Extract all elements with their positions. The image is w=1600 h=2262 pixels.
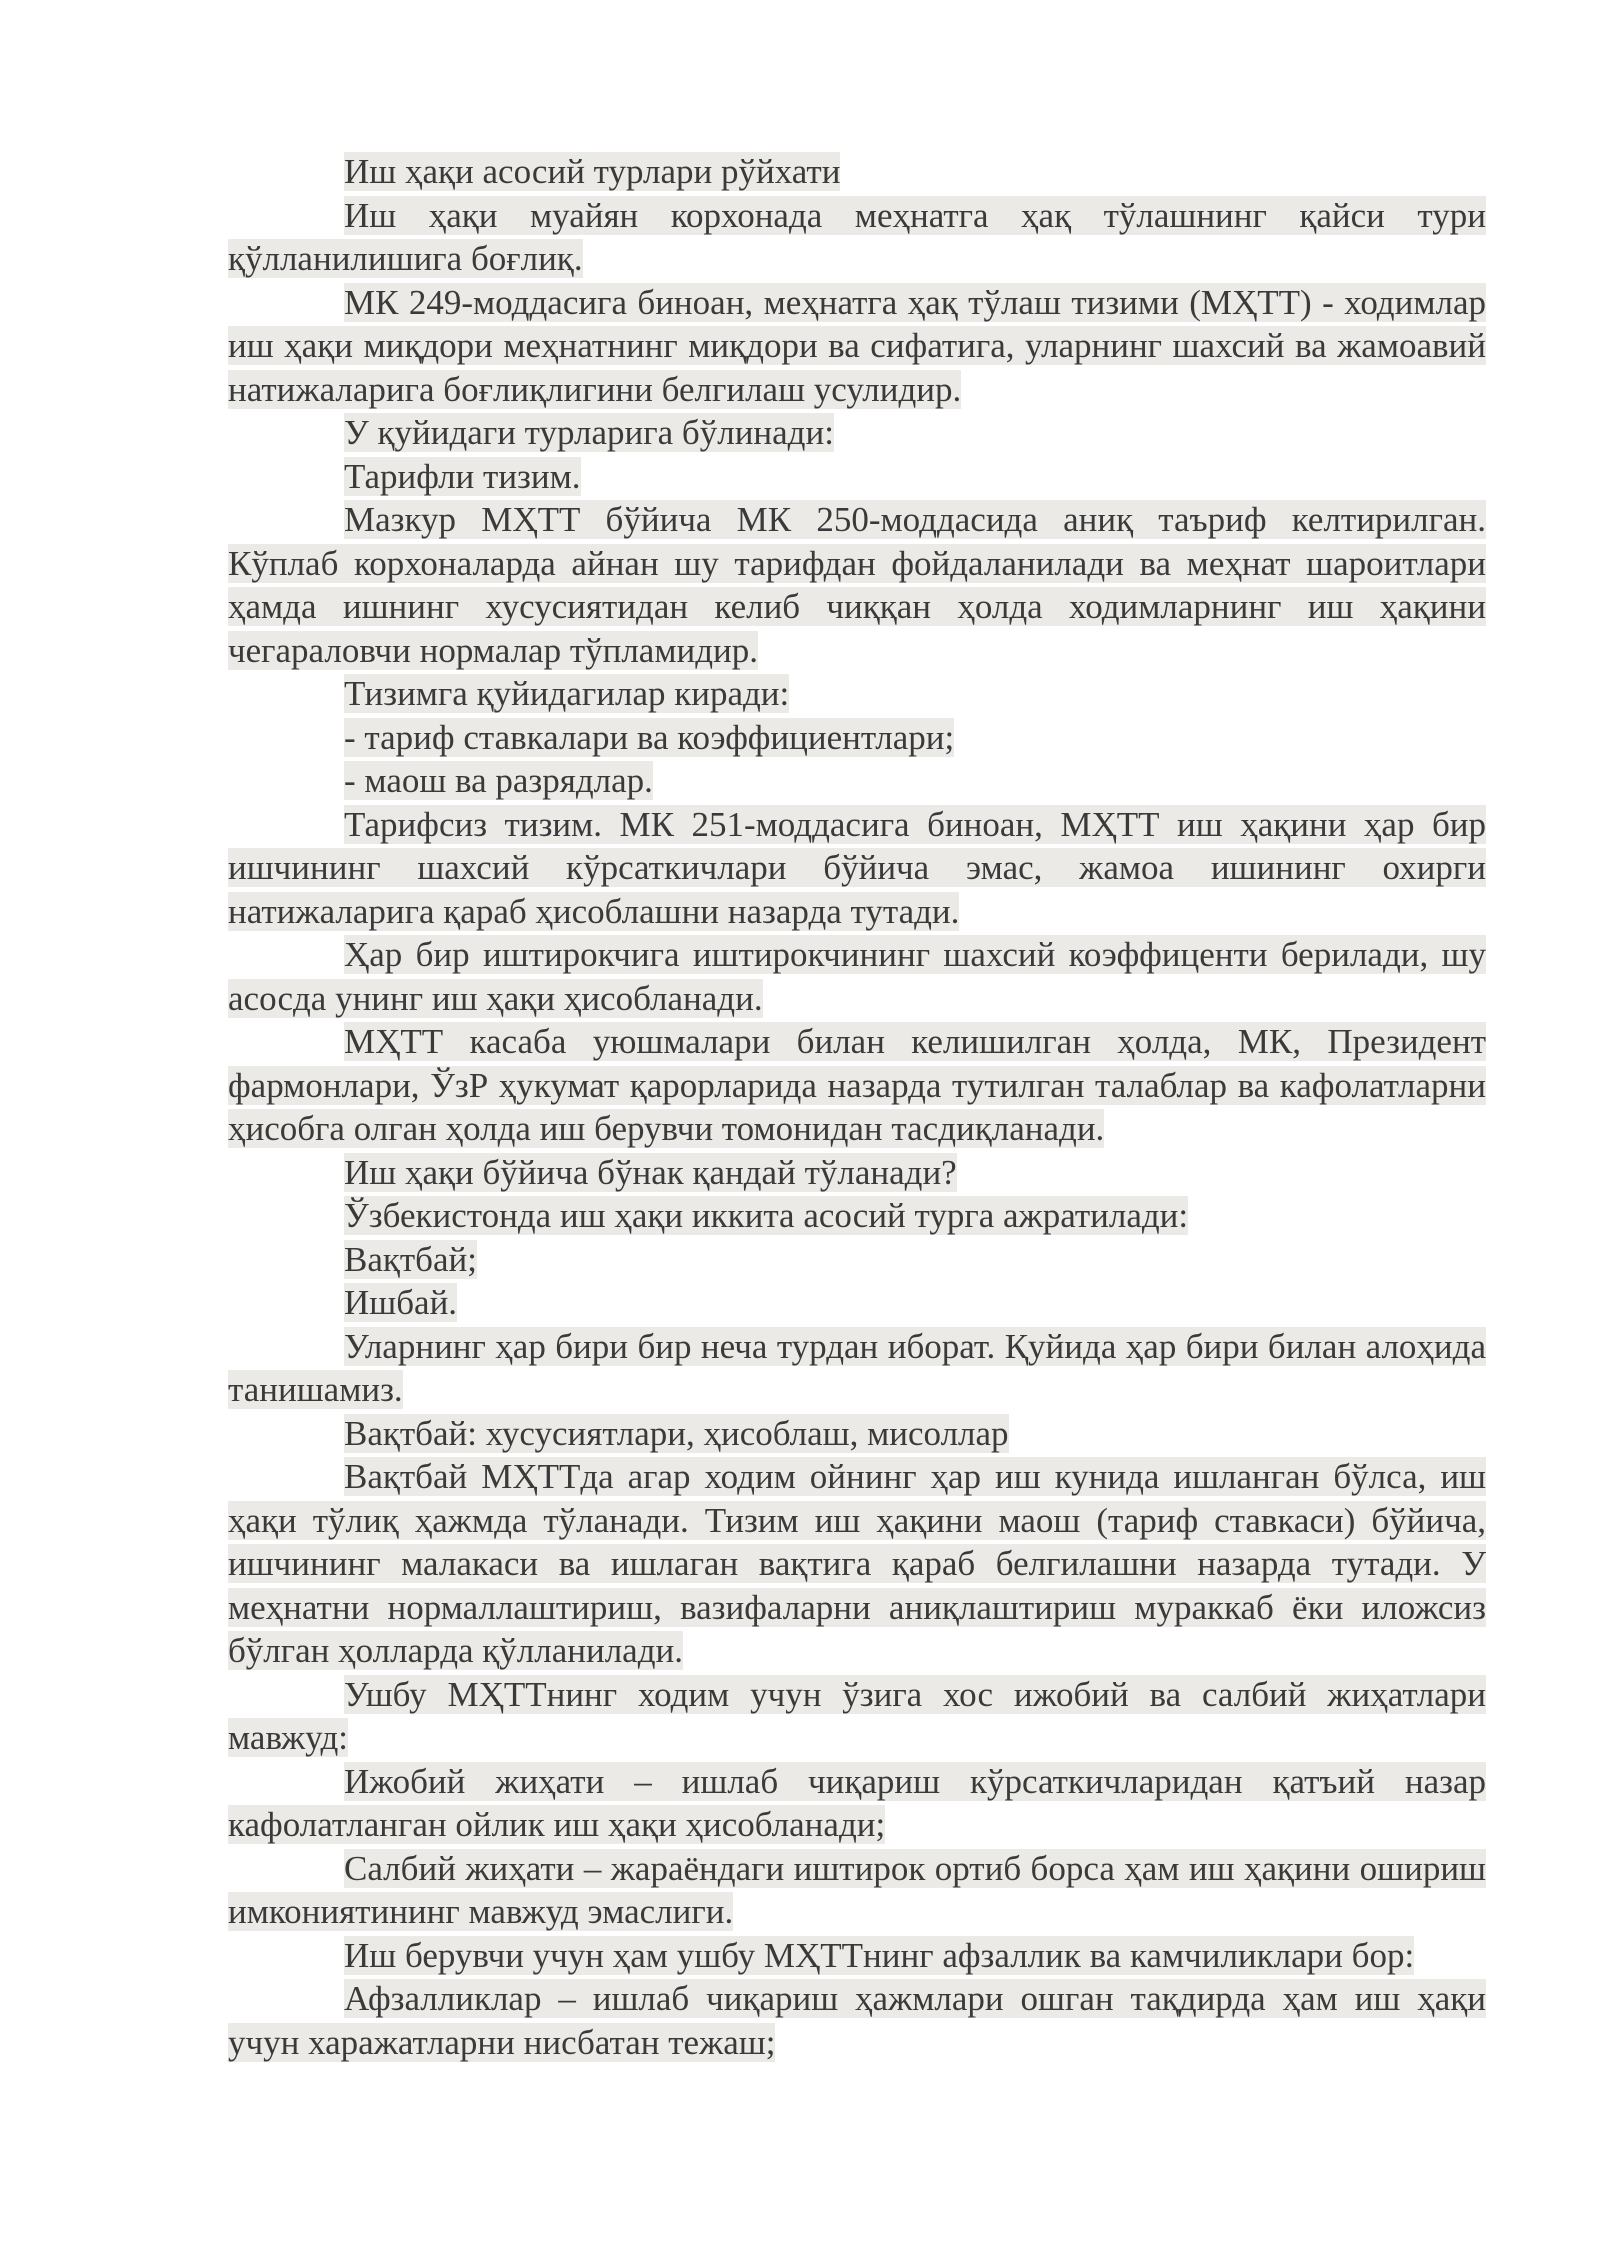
paragraph: Салбий жиҳати – жараёндаги иштирок ортиб борса ҳам иш ҳақини ошириш имкониятининг мавжуд эмаслиги. [228,1848,1486,1931]
paragraph: Ҳар бир иштирокчига иштирокчининг шахсий коэффиценти берилади, шу асосда унинг иш ҳақи ҳисобланади. [228,935,1486,1018]
paragraph: Ушбу МҲТТнинг ходим учун ўзига хос ижобий ва салбий жиҳатлари мавжуд: [228,1674,1486,1757]
paragraph: Ўзбекистонда иш ҳақи иккита асосий турга ажратилади: [344,1196,1189,1235]
paragraph: Вақтбай МҲТТда агар ходим ойнинг ҳар иш кунида ишланган бўлса, иш ҳақи тўлиқ ҳажмда тўланади. Тизим иш ҳақини маош (тариф ставкаси) бўйича, ишчининг малакаси ва ишлаган вақтига қараб белгилашни назарда тутади. У меҳнатни нормаллаштириш, вазифаларни аниқлаштириш мураккаб ёки иложсиз бўлган ҳолларда қўлланилади. [228,1457,1486,1670]
section-heading: Тарифли тизим. [344,456,581,496]
paragraph: Афзалликлар – ишлаб чиқариш ҳажмлари ошган тақдирда ҳам иш ҳақи учун харажатларни нисбатан тежаш; [228,1979,1486,2062]
list-item: Вақтбай; [344,1239,477,1279]
paragraph: У қуйидаги турларига бўлинади: [344,413,834,452]
paragraph: Тизимга қуйидагилар киради: [344,674,790,713]
list-item: Ишбай. [344,1283,458,1322]
paragraph: Тарифсиз тизим. МК 251-моддасига биноан, МҲТТ иш ҳақини ҳар бир ишчининг шахсий кўрсаткичлари бўйича эмас, жамоа ишининг охирги натижаларига қараб ҳисоблашни назарда тутади. [228,804,1486,931]
document-page [228,150,1486,2064]
paragraph: Мазкур МҲТТ бўйича МК 250-моддасида аниқ таъриф келтирилган. Кўплаб корхоналарда айнан шу тарифдан фойдаланилади ва меҳнат шароитлари ҳамда ишнинг хусусиятидан келиб чиққан ҳолда ходимларнинг иш ҳақини чегараловчи нормалар тўпламидир. [228,500,1486,670]
list-item: - маош ва разрядлар. [344,761,653,800]
paragraph: МҲТТ касаба уюшмалари билан келишилган ҳолда, МК, Президент фармонлари, ЎзР ҳукумат қарорларида назарда тутилган талаблар ва кафолатларни ҳисобга олган ҳолда иш берувчи томонидан тасдиқланади. [228,1022,1486,1148]
list-item: - тариф ставкалари ва коэффициентлари; [344,717,955,757]
section-heading: Вақтбай: хусусиятлари, ҳисоблаш, мисоллар [344,1413,1009,1453]
section-heading: Иш ҳақи бўйича бўнак қандай тўланади? [344,1152,957,1192]
paragraph: Иш берувчи учун ҳам ушбу МҲТТнинг афзаллик ва камчиликлари бор: [344,1935,1415,1975]
document-title: Иш ҳақи асосий турлари рўйхати [344,152,841,191]
paragraph: Иш ҳақи муайян корхонада меҳнатга ҳақ тўлашнинг қайси тури қўлланилишига боғлиқ. [228,195,1486,278]
paragraph: МК 249-моддасига биноан, меҳнатга ҳақ тўлаш тизими (МҲТТ) - ходимлар иш ҳақи миқдори меҳнатнинг миқдори ва сифатига, уларнинг шахсий ва жамоавий натижаларига боғлиқлигини белгилаш усулидир. [228,282,1486,409]
paragraph: Ижобий жиҳати – ишлаб чиқариш кўрсаткичларидан қатъий назар кафолатланган ойлик иш ҳақи ҳисобланади; [228,1761,1486,1844]
paragraph: Уларнинг ҳар бири бир неча турдан иборат. Қуйида ҳар бири билан алоҳида танишамиз. [228,1326,1486,1409]
